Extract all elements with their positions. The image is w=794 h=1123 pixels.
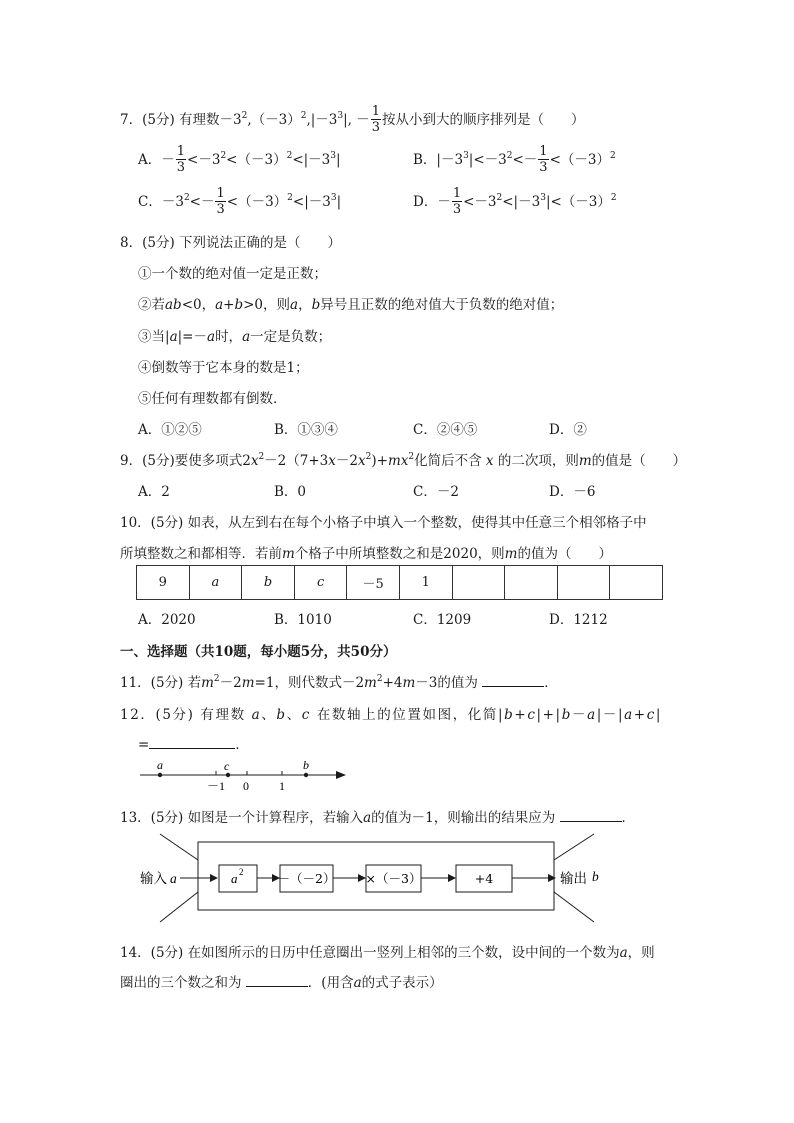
output-label: 输出 xyxy=(560,871,587,887)
point-c xyxy=(226,773,230,777)
q8-statement-3: ③当|a|=－a时，a一定是负数； xyxy=(138,329,332,345)
q7-stem: 7．(5分) 有理数$-3^2,(-3)^2,|-3^3|$, － $\frac{1}{3}$ 按从小到大的顺序排列是（ ） xyxy=(120,104,585,135)
q10-option-a: A．2020 xyxy=(138,612,196,628)
grid-cell: c xyxy=(294,566,347,600)
q7-option-d: D．－ $\frac{1}{3}$ $<-3^2<|-3^3|<(-3)^2$ xyxy=(413,186,617,217)
output-var: b xyxy=(592,869,599,884)
tick-label-1: 1 xyxy=(279,779,285,793)
q8-option-d: D．② xyxy=(549,422,587,438)
q8-option-a: A．①②⑤ xyxy=(138,422,202,438)
q9-option-a: A．2 xyxy=(138,484,170,500)
q9-option-b: B．0 xyxy=(274,484,307,500)
answer-blank[interactable] xyxy=(149,736,235,749)
q8-stem: 8．(5分) 下列说法正确的是（ ） xyxy=(120,235,342,251)
q10-option-d: D．1212 xyxy=(549,612,608,628)
tick-label-neg1: －1 xyxy=(207,779,226,793)
grid-cell xyxy=(505,566,558,600)
section-heading: 一、选择题（共10题，每小题5分，共50分） xyxy=(120,644,397,660)
label-b: b xyxy=(303,758,309,772)
q9-stem: 9．(5分)要使多项式$2x^2-2(7+3x-2x^2)+mx^2$化简后不含 x 的二次项，则m的值是（ ） xyxy=(120,452,687,469)
q8-statement-4: ④倒数等于它本身的数是1； xyxy=(138,360,309,376)
q8-statement-1: ①一个数的绝对值一定是正数； xyxy=(138,266,327,282)
input-label: 输入 xyxy=(140,871,167,887)
number-line xyxy=(130,758,360,794)
fraction-one-third: $\frac{1}{3}$ xyxy=(371,104,381,135)
grid-cell xyxy=(557,566,610,600)
tick-label-0: 0 xyxy=(243,779,249,793)
q12-stem-line2: = ． xyxy=(138,737,249,753)
grid-cell xyxy=(610,566,663,600)
grid-cell: －5 xyxy=(347,566,400,600)
label-a: a xyxy=(157,758,163,772)
grid-cell: 9 xyxy=(137,566,190,600)
input-var: a xyxy=(170,871,177,886)
q8-option-c: C．②④⑤ xyxy=(413,422,478,438)
q9-option-d: D．－6 xyxy=(549,484,596,500)
q8-option-b: B．①③④ xyxy=(274,422,338,438)
grid-cell: b xyxy=(242,566,295,600)
calculation-flowchart xyxy=(130,830,630,930)
q11-stem: 11．(5分) 若$m^2-2m=1$，则代数式$-2m^2+4m-3$的值为 ． xyxy=(120,674,558,691)
q10-number-grid xyxy=(136,565,663,600)
q12-stem-line1: 12．(5分) 有理数 a、b、c 在数轴上的位置如图，化简|b+c|+|b－a|－|a+c| xyxy=(120,707,663,723)
q7-option-c: C．$-3^2<-$ $\frac{1}{3}$ $<(-3)^2<|-3^3|$ xyxy=(138,186,342,217)
q10-option-c: C．1209 xyxy=(413,612,472,628)
q10-stem-line2: 所填整数之和都相等．若前m个格子中所填整数之和是2020，则m的值为（ ） xyxy=(120,546,612,562)
q8-statement-5: ⑤任何有理数都有倒数． xyxy=(138,391,287,407)
q14-stem-line1: 14．(5分) 在如图所示的日历中任意圈出一竖列上相邻的三个数，设中间的一个数为a，则 xyxy=(120,945,655,961)
q8-statement-2: ②若ab<0，a+b>0，则a，b异号且正数的绝对值大于负数的绝对值； xyxy=(138,297,564,313)
q10-stem-line1: 10．(5分) 如表，从左到右在每个小格子中填入一个整数，使得其中任意三个相邻格子中 xyxy=(120,515,647,531)
grid-cell xyxy=(452,566,505,600)
label-c: c xyxy=(224,759,230,773)
q10-option-b: B．1010 xyxy=(274,612,332,628)
answer-blank[interactable] xyxy=(482,674,544,687)
box-minus-neg2-label: －（－2） xyxy=(277,871,336,886)
point-a xyxy=(158,773,162,777)
box-times-neg3-label: ×（－3） xyxy=(365,871,422,886)
box-square-a: a xyxy=(231,871,238,886)
q7-option-b: B．$|-3^3|<-3^2<-$ $\frac{1}{3}$ $<(-3)^2$ xyxy=(413,144,616,175)
grid-cell: a xyxy=(189,566,242,600)
q9-option-c: C．－2 xyxy=(413,484,459,500)
answer-blank[interactable] xyxy=(560,809,622,822)
box-square xyxy=(219,865,257,892)
box-square-exp: 2 xyxy=(239,867,244,877)
box-plus4-label: +4 xyxy=(474,871,494,886)
q13-stem: 13．(5分) 如图是一个计算程序，若输入a的值为－1，则输出的结果应为 ． xyxy=(120,810,636,826)
point-b xyxy=(304,773,308,777)
grid-cell: 1 xyxy=(399,566,452,600)
q14-stem-line2: 圈出的三个数之和为 ．(用含a的式子表示） xyxy=(120,975,443,991)
answer-blank[interactable] xyxy=(246,974,308,987)
q7-option-a: A．－ $\frac{1}{3}$ $<-3^2<(-3)^2<|-3^3|$ xyxy=(138,144,341,175)
